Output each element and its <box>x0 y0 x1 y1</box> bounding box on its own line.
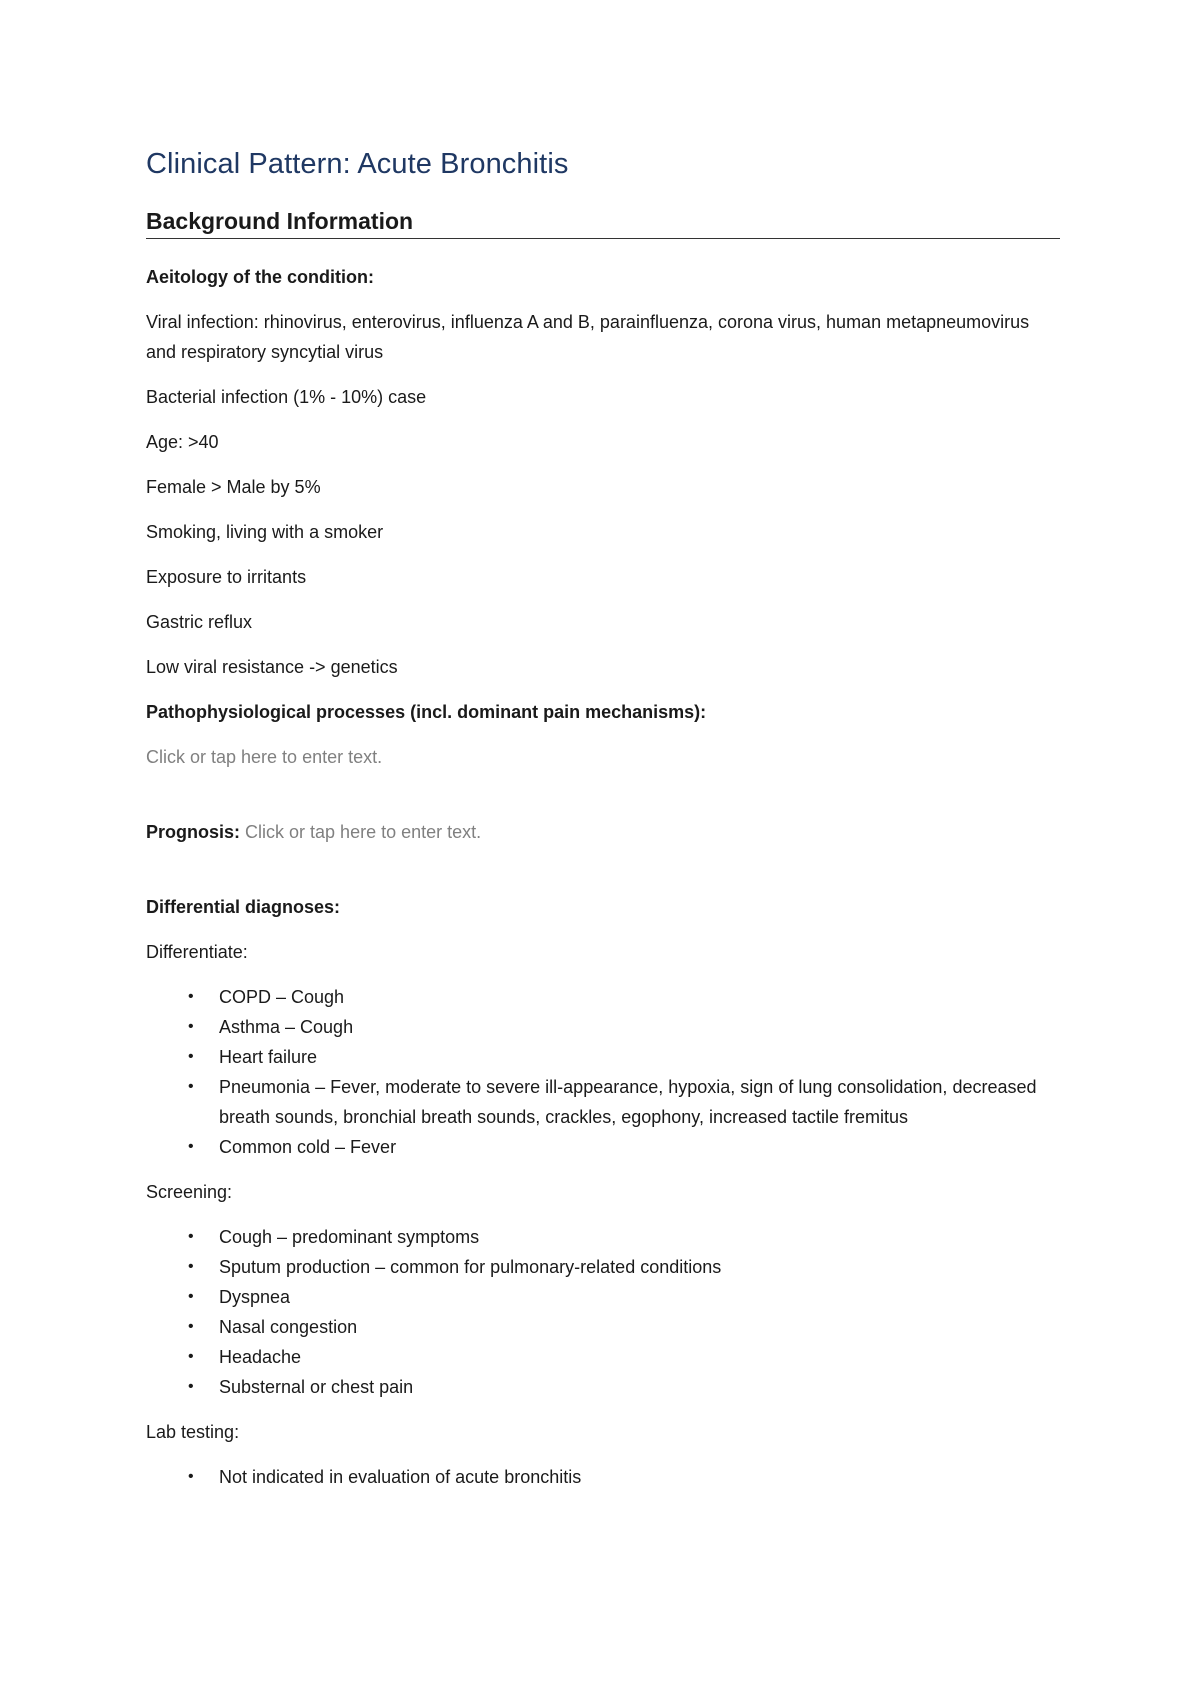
aetiology-item: Exposure to irritants <box>146 567 307 587</box>
bullet-icon: • <box>188 1348 194 1365</box>
bullet-icon: • <box>188 1258 194 1275</box>
list-item <box>188 1132 1060 1162</box>
aetiology-item: Female > Male by 5% <box>146 477 321 497</box>
list-item <box>188 1012 1060 1042</box>
bullet-icon: • <box>188 1018 194 1035</box>
aetiology-item: Low viral resistance -> genetics <box>146 657 398 677</box>
document-title: Clinical Pattern: Acute Bronchitis <box>146 148 569 180</box>
differential-label: Differential diagnoses: <box>146 897 341 917</box>
lab-label: Lab testing: <box>146 1422 240 1442</box>
bullet-icon: • <box>188 1288 194 1305</box>
list-item <box>188 982 1060 1012</box>
screening-list <box>146 1222 1060 1402</box>
section-heading-background <box>146 206 1060 239</box>
list-item-text: Sputum production – common for pulmonary-related conditions <box>219 1257 722 1277</box>
aetiology-item: Viral infection: rhinovirus, enterovirus, influenza A and B, parainfluenza, corona virus, human metapneumovirus and respiratory syncytial virus <box>146 312 1030 362</box>
list-item-text: Heart failure <box>219 1047 318 1067</box>
list-item <box>188 1462 1060 1492</box>
aetiology-label: Aeitology of the condition: <box>146 267 374 287</box>
list-item-text: Dyspnea <box>219 1287 291 1307</box>
prognosis-label: Prognosis: <box>146 822 241 842</box>
bullet-icon: • <box>188 1048 194 1065</box>
list-item <box>188 1252 1060 1282</box>
patho-label: Pathophysiological processes (incl. dominant pain mechanisms): <box>146 702 707 722</box>
bullet-icon: • <box>188 1078 194 1095</box>
list-item-text: Pneumonia – Fever, moderate to severe ill-appearance, hypoxia, sign of lung consolidation, decreased breath sounds, bronchial breath sounds, crackles, egophony, increased tactile fremitus <box>219 1077 1037 1127</box>
list-item <box>188 1372 1060 1402</box>
list-item <box>188 1282 1060 1312</box>
bullet-icon: • <box>188 1378 194 1395</box>
bullet-icon: • <box>188 1318 194 1335</box>
list-item-text: COPD – Cough <box>219 987 345 1007</box>
lab-list <box>146 1462 1060 1492</box>
list-item-text: Not indicated in evaluation of acute bronchitis <box>219 1467 582 1487</box>
list-item-text: Substernal or chest pain <box>219 1377 414 1397</box>
bullet-icon: • <box>188 1138 194 1155</box>
prognosis-text-field[interactable]: Click or tap here to enter text. <box>245 822 482 842</box>
prognosis-line <box>146 817 1060 847</box>
aetiology-item: Bacterial infection (1% - 10%) case <box>146 387 427 407</box>
bullet-icon: • <box>188 988 194 1005</box>
list-item <box>188 1342 1060 1372</box>
differentiate-label: Differentiate: <box>146 942 248 962</box>
list-item <box>188 1222 1060 1252</box>
differentiate-list <box>146 982 1060 1162</box>
list-item-text: Common cold – Fever <box>219 1137 397 1157</box>
list-item-text: Cough – predominant symptoms <box>219 1227 480 1247</box>
aetiology-item: Gastric reflux <box>146 612 253 632</box>
spacer <box>146 787 1060 817</box>
spacer <box>146 862 1060 892</box>
list-item <box>188 1312 1060 1342</box>
list-item-text: Asthma – Cough <box>219 1017 354 1037</box>
screening-label: Screening: <box>146 1182 233 1202</box>
bullet-icon: • <box>188 1228 194 1245</box>
bullet-icon: • <box>188 1468 194 1485</box>
aetiology-item: Age: >40 <box>146 432 219 452</box>
aetiology-item: Smoking, living with a smoker <box>146 522 384 542</box>
list-item <box>188 1072 1060 1132</box>
patho-text-field[interactable]: Click or tap here to enter text. <box>146 747 383 767</box>
section-heading-text: Background Information <box>146 208 414 234</box>
list-item-text: Nasal congestion <box>219 1317 358 1337</box>
document-body <box>146 262 1060 1507</box>
list-item <box>188 1042 1060 1072</box>
list-item-text: Headache <box>219 1347 302 1367</box>
